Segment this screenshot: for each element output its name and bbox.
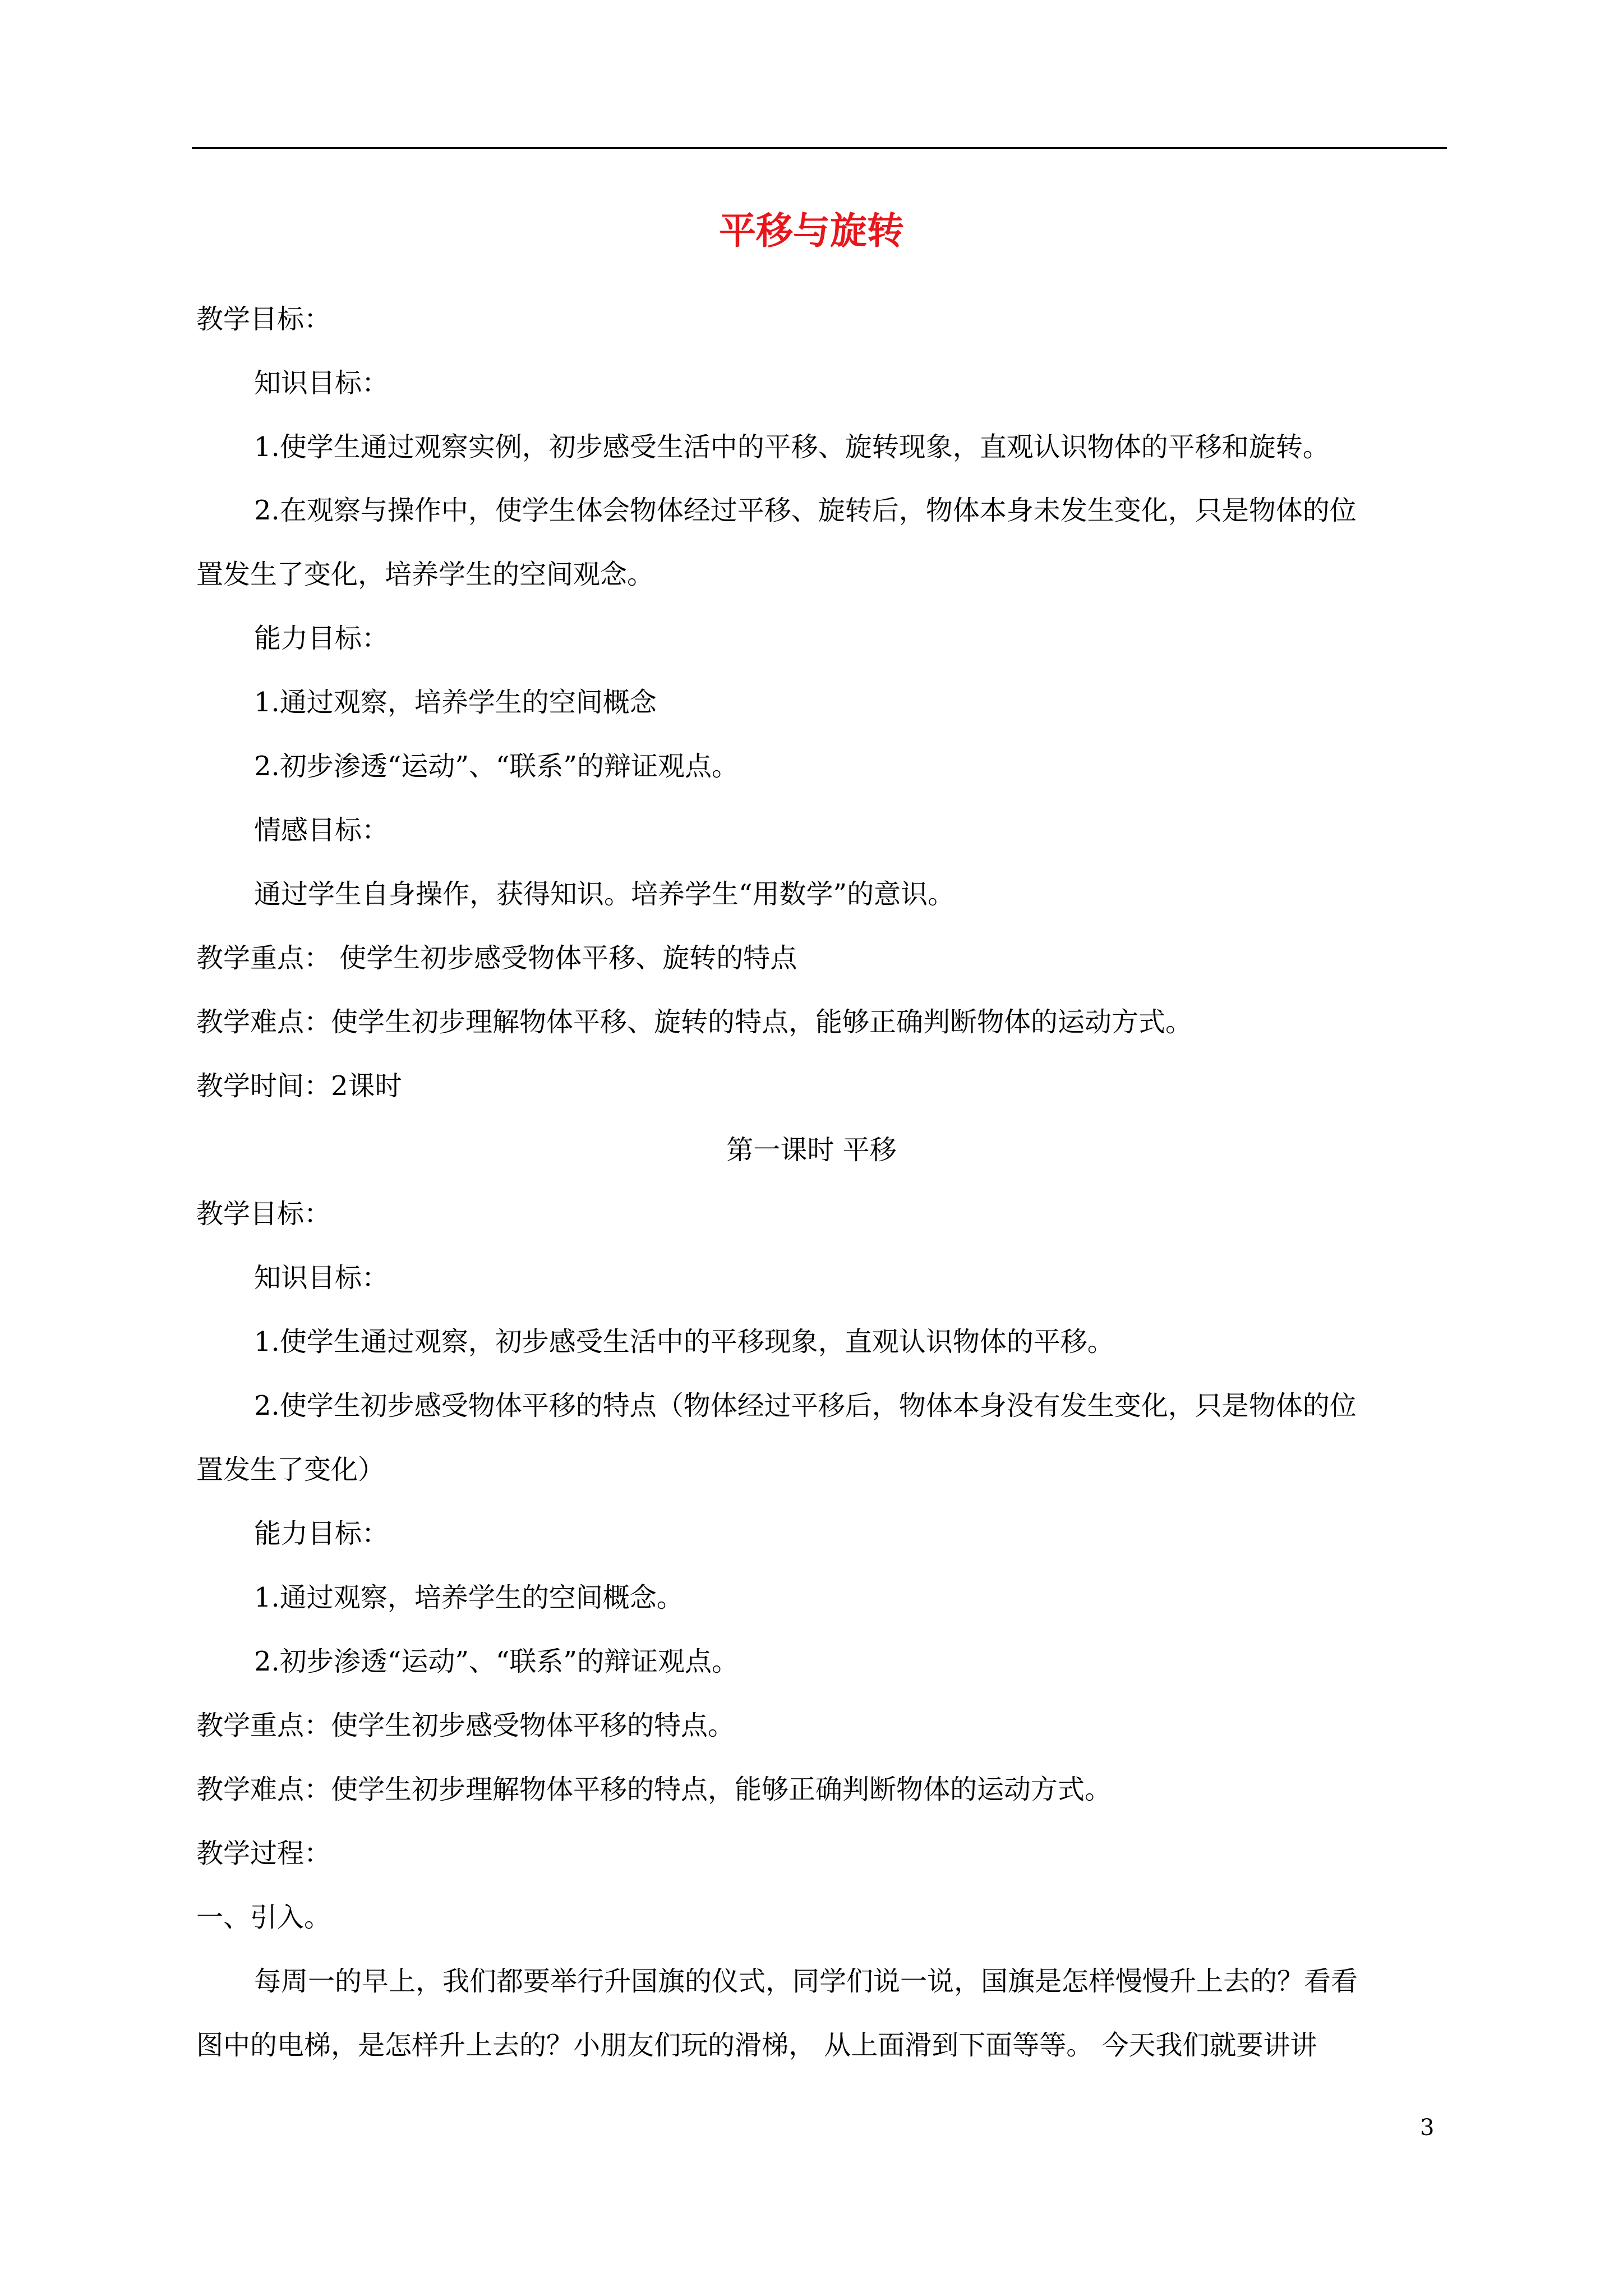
heading-teaching-goals: 教学目标： [196,1198,331,1230]
teaching-focus: 教学重点： 使学生初步感受物体平移、旋转的特点 [196,942,797,974]
subheading-emotion-goals: 情感目标： [254,815,389,846]
section-heading: 第一课时 平移 [726,1134,897,1166]
heading-teaching-goals: 教学目标： [196,303,331,335]
subheading-ability-goals: 能力目标： [254,623,389,654]
paragraph-line: 1.通过观察，培养学生的空间概念。 [254,1582,684,1613]
paragraph-line: 1.通过观察，培养学生的空间概念 [254,687,657,718]
paragraph-line: 每周一的早上，我们都要举行升国旗的仪式，同学们说一说，国旗是怎样慢慢升上去的？看看 [254,1966,1358,1997]
subheading-knowledge-goals: 知识目标： [254,367,389,399]
paragraph-line: 2.初步渗透“运动”、“联系”的辩证观点。 [254,1646,739,1677]
paragraph-line: 2.初步渗透“运动”、“联系”的辩证观点。 [254,751,739,782]
header-rule [192,147,1447,149]
teaching-time: 教学时间：2课时 [196,1070,402,1102]
teaching-difficulty: 教学难点：使学生初步理解物体平移、旋转的特点，能够正确判断物体的运动方式。 [196,1006,1193,1038]
paragraph-line: 1.使学生通过观察实例，初步感受生活中的平移、旋转现象，直观认识物体的平移和旋转。 [254,431,1330,463]
paragraph-line: 通过学生自身操作，获得知识。培养学生“用数学”的意识。 [254,878,955,910]
subheading-ability-goals: 能力目标： [254,1518,389,1549]
subheading-knowledge-goals: 知识目标： [254,1262,389,1294]
section-introduction: 一、引入。 [196,1902,331,1933]
paragraph-line: 置发生了变化，培养学生的空间观念。 [196,559,654,590]
paragraph-line: 图中的电梯，是怎样升上去的？小朋友们玩的滑梯， 从上面滑到下面等等。 今天我们就要讲讲 [196,2030,1317,2061]
teaching-difficulty: 教学难点：使学生初步理解物体平移的特点，能够正确判断物体的运动方式。 [196,1774,1112,1805]
document-title: 平移与旋转 [719,209,904,252]
page-number: 3 [1420,2115,1435,2141]
teaching-process-heading: 教学过程： [196,1838,331,1869]
paragraph-line: 2.在观察与操作中，使学生体会物体经过平移、旋转后，物体本身未发生变化，只是物体的位 [254,495,1357,526]
paragraph-line: 置发生了变化） [196,1454,385,1485]
paragraph-line: 2.使学生初步感受物体平移的特点（物体经过平移后，物体本身没有发生变化，只是物体的位 [254,1390,1357,1421]
paragraph-line: 1.使学生通过观察，初步感受生活中的平移现象，直观认识物体的平移。 [254,1326,1114,1358]
teaching-focus: 教学重点：使学生初步感受物体平移的特点。 [196,1710,735,1741]
